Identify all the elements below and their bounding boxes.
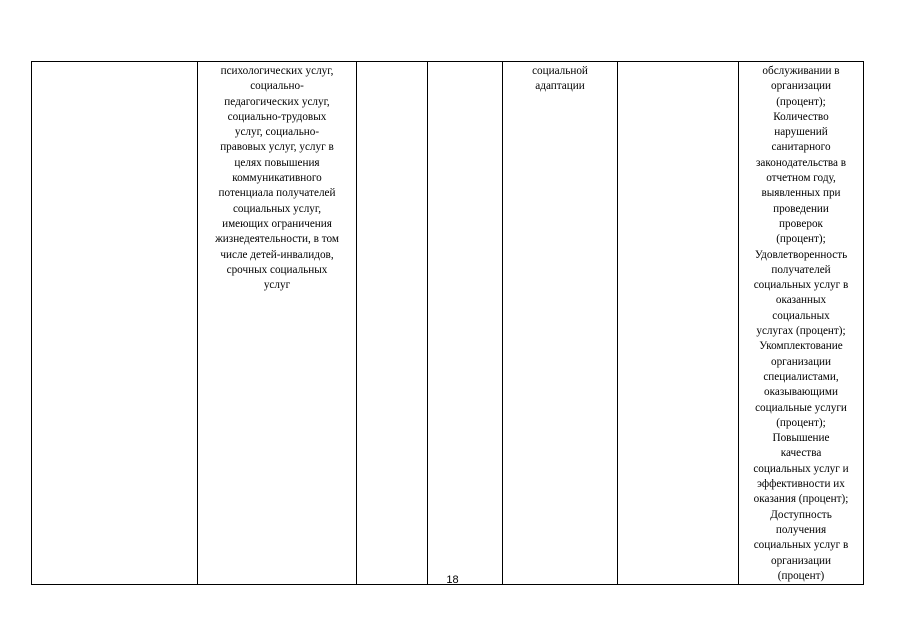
cell-text-line: услуг: [263, 279, 291, 292]
cell-text-line: Количество: [773, 110, 829, 123]
table-cell-empty: [618, 62, 739, 585]
cell-text-line: Повышение: [772, 432, 830, 445]
cell-text-line: коммуникативного: [232, 172, 322, 185]
cell-text-line: целях повышения: [234, 156, 320, 169]
cell-text-line: оказания (процент);: [753, 493, 849, 506]
table-cell-indicators: [739, 62, 864, 585]
cell-text-line: оказанных: [775, 294, 827, 307]
cell-text-line: социальной: [532, 65, 588, 77]
table-cell-empty: [357, 62, 428, 585]
table-cell-adaptation: [503, 62, 618, 585]
cell-text-line: срочных социальных: [226, 263, 328, 276]
cell-text-line: социальных услуг,: [232, 202, 322, 215]
cell-text-line: (процент);: [776, 416, 826, 429]
cell-text-line: социальные услуги: [755, 401, 847, 414]
cell-text-line: (процент);: [776, 233, 826, 246]
table-cell-empty: [32, 62, 198, 585]
cell-text-line: специалистами,: [763, 370, 839, 383]
cell-text-line: числе детей-инвалидов,: [220, 248, 334, 261]
content-table: [31, 61, 864, 585]
cell-text-line: отчетном году,: [766, 172, 836, 185]
cell-text-line: санитарного: [771, 141, 831, 154]
cell-text-line: получения: [775, 523, 827, 536]
cell-text-line: (процент): [777, 569, 825, 582]
cell-text-line: организации: [770, 80, 832, 93]
cell-text-line: правовых услуг, услуг в: [220, 141, 334, 154]
cell-text-line: потенциала получателей: [218, 187, 336, 200]
cell-text-line: Доступность: [770, 508, 832, 521]
cell-text-line: услугах (процент);: [756, 325, 846, 338]
cell-text-line: организации: [770, 355, 832, 368]
page-number: 18: [446, 574, 459, 586]
cell-text-line: качества: [780, 447, 822, 460]
cell-text-line: Удовлетворенность: [754, 248, 848, 261]
cell-text-line: получателей: [771, 263, 831, 276]
cell-text-line: социальных услуг и: [753, 462, 849, 475]
cell-text-line: оказывающими: [764, 386, 838, 399]
cell-text-line: (процент);: [776, 95, 826, 108]
cell-text-line: проведении: [773, 202, 829, 215]
cell-text-line: социальных услуг в: [753, 279, 849, 292]
cell-text-line: проверок: [779, 217, 823, 230]
cell-text-line: эффективности их: [757, 478, 845, 491]
cell-text-line: нарушений: [774, 126, 828, 139]
cell-text-line: социально-: [250, 80, 304, 93]
cell-text-line: услуг, социально-: [234, 126, 320, 139]
table-cell-services: [198, 62, 357, 585]
cell-text-line: социально-трудовых: [227, 110, 327, 123]
cell-text-line: педагогических услуг,: [224, 95, 330, 108]
table-row: [32, 62, 864, 585]
cell-text-line: социальных: [772, 309, 830, 322]
cell-text-line: психологических услуг,: [220, 65, 334, 77]
cell-text-line: социальных услуг в: [753, 539, 849, 552]
cell-text-line: Укомплектование: [759, 340, 843, 353]
cell-text-line: обслуживании в: [762, 65, 840, 77]
table-cell-empty: [428, 62, 503, 585]
cell-text-line: имеющих ограничения: [222, 217, 332, 230]
cell-text-line: адаптации: [535, 80, 585, 93]
cell-text-line: жизнедеятельности, в том: [215, 233, 339, 246]
cell-text-line: выявленных при: [761, 187, 841, 200]
cell-text-line: законодательства в: [755, 156, 847, 169]
cell-text-line: организации: [770, 554, 832, 567]
